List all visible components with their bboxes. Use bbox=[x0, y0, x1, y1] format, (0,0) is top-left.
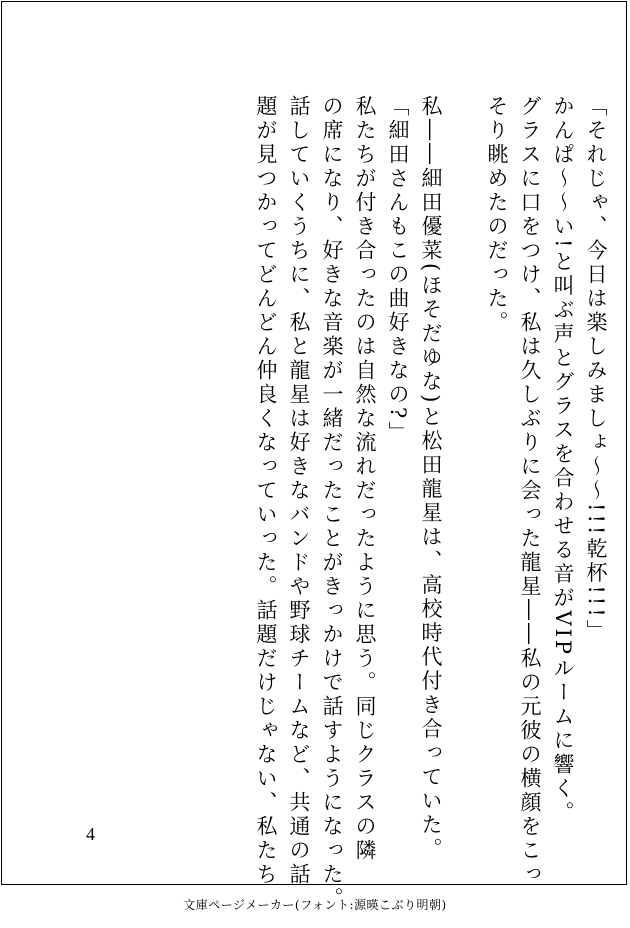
text-line: かんぱ〜〜い!と叫ぶ声とグラスを合わせる音がVIPルームに響く。 bbox=[551, 95, 575, 826]
text-line: 私――細田優菜(ほそだゆな)と松田龍星は、高校時代付き合っていた。 bbox=[419, 95, 443, 862]
text-line: 「細田さんもこの曲好きなの?」 bbox=[386, 95, 410, 446]
text-line: グラスに口をつけ、私は久しぶりに会った龍星――私の元彼の横顔をこっ bbox=[518, 95, 542, 887]
text-line: 「それじゃ、今日は楽しみましょ〜〜!!!乾杯!!!」 bbox=[584, 95, 608, 644]
text-line: 話していくうちに、私と龍星は好きなバンドや野球チームなど、共通の話 bbox=[287, 95, 311, 887]
text-line: そり眺めたのだった。 bbox=[485, 95, 509, 335]
page-number: 4 bbox=[86, 824, 95, 844]
text-line: 題が見つかってどんどん仲良くなっていった。話題だけじゃない、私たち bbox=[254, 95, 278, 887]
text-line: の席になり、好きな音楽が一緒だったことがきっかけで話すようになった。 bbox=[320, 95, 344, 911]
blank-line bbox=[447, 95, 480, 830]
text-line: 私たちが付き合ったのは自然な流れだったように思う。同じクラスの隣 bbox=[353, 95, 377, 863]
footer-caption: 文庫ページメーカー(フォント:源暎こぶり明朝) bbox=[183, 898, 447, 912]
